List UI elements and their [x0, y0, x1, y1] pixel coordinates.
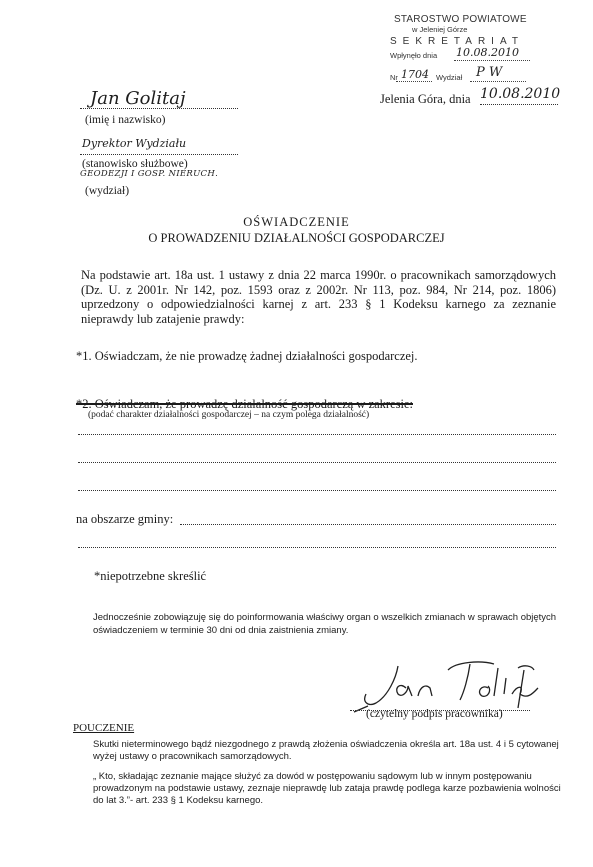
stamp-secretariat: SEKRETARIAT	[390, 36, 524, 47]
signature-label: (czytelny podpis pracownika)	[366, 708, 503, 720]
name-label: (imię i nazwisko)	[85, 114, 166, 126]
stamp-dotted-line	[454, 60, 530, 61]
position-dotted-line	[80, 154, 238, 155]
position-handwritten: Dyrektor Wydziału	[82, 137, 187, 150]
stamp-dotted-line	[396, 81, 432, 82]
registration-stamp	[384, 14, 534, 84]
notice-heading: POUCZENIE	[73, 722, 135, 734]
stamp-dotted-line	[470, 81, 526, 82]
stamp-number-label: Nr	[390, 73, 398, 82]
place-date-label: Jelenia Góra, dnia	[380, 92, 471, 106]
answer-dotted-line	[78, 434, 556, 435]
department-label: (wydział)	[85, 185, 130, 197]
answer-dotted-line	[78, 462, 556, 463]
document-date-handwritten: 10.08.2010	[480, 86, 561, 102]
stamp-number: 1704	[401, 68, 429, 81]
document-title: OŚWIADCZENIE	[243, 215, 350, 229]
employee-name-handwritten: Jan Golitaj	[90, 88, 186, 109]
answer-dotted-line	[78, 490, 556, 491]
municipality-dotted-line	[180, 524, 556, 525]
stamp-received-label: Wpłynęło dnia	[390, 51, 438, 60]
footnote: *niepotrzebne skreślić	[94, 569, 207, 583]
document-subtitle: O PROWADZENIU DZIAŁALNOŚCI GOSPODARCZEJ	[148, 231, 445, 245]
date-dotted-line	[480, 104, 558, 105]
municipality-label: na obszarze gminy:	[76, 512, 174, 526]
stamp-department: P W	[476, 65, 503, 80]
position-label: (stanowisko służbowe)	[82, 158, 188, 170]
municipality-dotted-line	[78, 547, 556, 548]
option-2-hint: (podać charakter działalności gospodarczej – na czym polega działalność)	[88, 410, 370, 420]
stamp-city: w Jeleniej Górze	[412, 25, 468, 34]
struck-text: *2. Oświadczam, że prowadzę działalność gospodarczą w zakresie:	[76, 397, 413, 411]
commitment-paragraph: Jednocześnie zobowiązuję się do poinformowania właściwy organ o wszelkich zmianach w sprawach objętych oświadczeniem w terminie 30 dni od dnia zaistnienia zmiany.	[93, 612, 557, 636]
signature-handwritten	[420, 655, 425, 656]
notice-paragraph-2: „ Kto, składając zeznanie mające służyć za dowód w postępowaniu sądowym lub w innym postępowaniu prowadzonym na podstawie ustawy, zeznaje nieprawdę lub zataja prawdę podlega karze pozbawienia wolności do lat 3.”- art. 233 § 1 Kodeksu karnego.	[93, 771, 561, 806]
department-handwritten: GEODEZJI I GOSP. NIERUCH.	[80, 169, 219, 179]
declaration-option-1: *1. Oświadczam, że nie prowadzę żadnej działalności gospodarczej.	[76, 349, 418, 363]
notice-paragraph-1: Skutki nieterminowego bądź niezgodnego z prawdą złożenia oświadczenia określa art. 18a ust. 4 i 5 cytowanej wyżej ustawy o pracownikach samorządowych.	[93, 739, 559, 762]
stamp-received-date: 10.08.2010	[456, 46, 519, 59]
legal-basis-paragraph: Na podstawie art. 18a ust. 1 ustawy z dnia 22 marca 1990r. o pracownikach samorządowych (Dz. U. z 2001r. Nr 142, poz. 1593 oraz z 2002r. Nr 113, poz. 984, Nr 214, poz. 1806) uprzedzony o odpowiedzialności karnej z art. 233 § 1 Kodeksu karnego za zeznanie nieprawdy lub zatajenie prawdy:	[81, 268, 556, 326]
stamp-office: STAROSTWO POWIATOWE	[394, 14, 527, 25]
name-dotted-line	[80, 108, 238, 109]
stamp-department-label: Wydział	[436, 73, 463, 82]
